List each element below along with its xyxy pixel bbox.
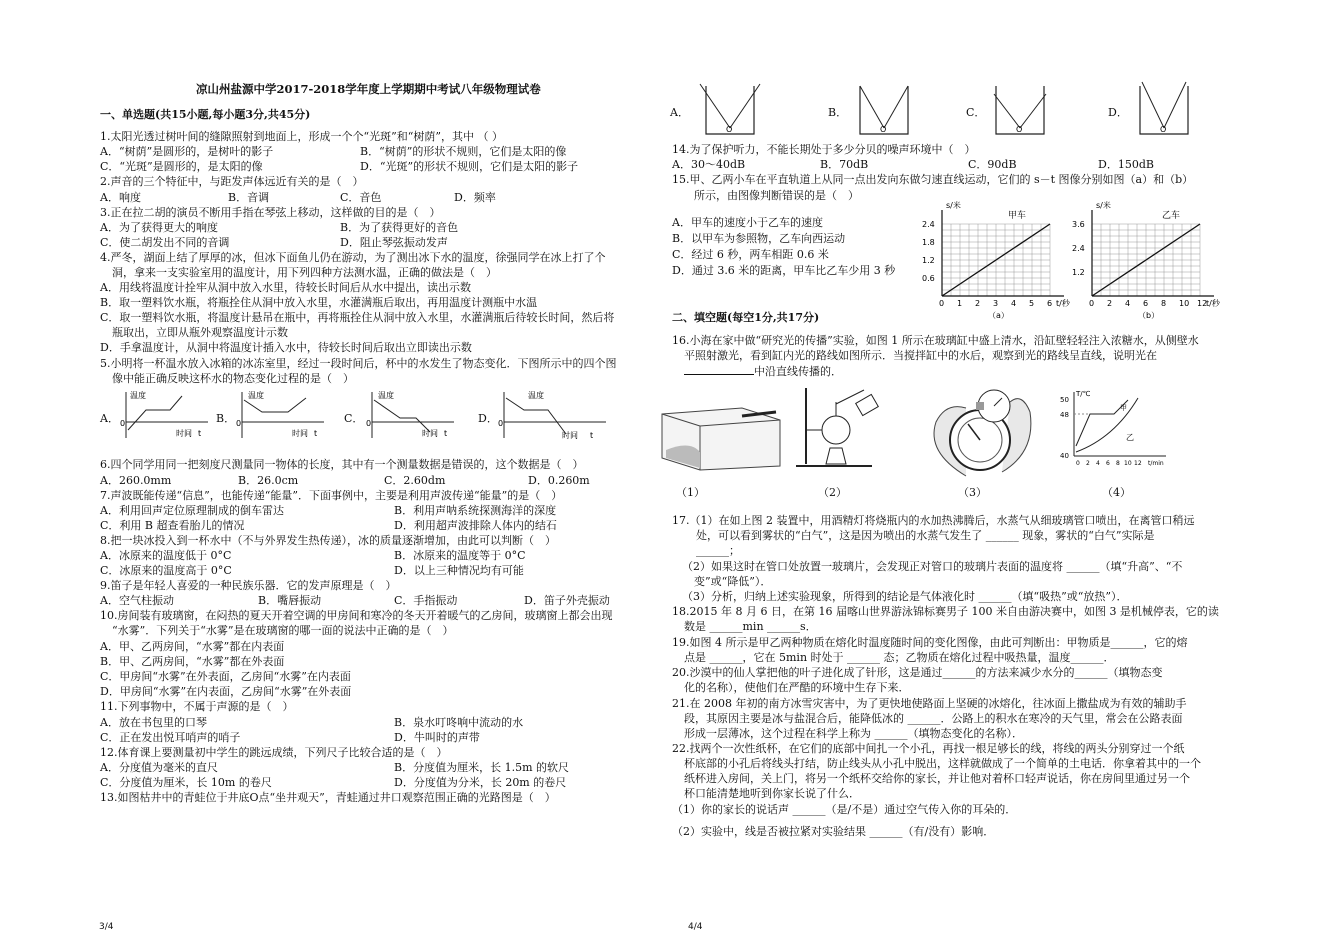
svg-text:2: 2 [1086, 460, 1090, 467]
chart-title: 乙车 [1162, 211, 1181, 221]
question-2: 2.声音的三个特征中，与距发声体远近有关的是（ ） [100, 175, 364, 188]
chart-jia-car [920, 200, 1070, 318]
q2-option-a[interactable]: A．响度 [100, 191, 141, 204]
q5-option-b-label[interactable]: B． [216, 412, 236, 425]
question-18-line2: 数是 ______min ______s． [684, 620, 817, 633]
q1-option-c[interactable]: C．“光斑”是圆形的，是太阳的像 [100, 160, 263, 173]
svg-text:t: t [198, 429, 202, 438]
svg-text:10: 10 [1124, 460, 1132, 467]
q14-option-a[interactable]: A．30～40dB [672, 158, 746, 171]
svg-text:温度: 温度 [248, 391, 264, 400]
question-11: 11.下列事物中，不属于声源的是（ ） [100, 700, 294, 713]
x-tick-label: 1 [957, 299, 963, 308]
q10-option-b[interactable]: B．甲、乙两房间，“水雾”都在外表面 [100, 655, 285, 668]
y-axis-label: s/米 [1096, 201, 1111, 210]
q9-option-b[interactable]: B．嘴唇振动 [258, 594, 322, 607]
q9-option-d[interactable]: D．笛子外壳振动 [524, 594, 610, 607]
x-tick-label: 6 [1143, 299, 1149, 308]
q11-option-a[interactable]: A．放在书包里的口琴 [100, 716, 207, 729]
question-10-line2: “水雾”．下列关于“水雾”是在玻璃窗的哪一面的说法中正确的是（ ） [112, 624, 454, 637]
chart-title: 甲车 [1008, 211, 1027, 221]
q7-option-c[interactable]: C．利用 B 超查看胎儿的情况 [100, 519, 245, 532]
q3-option-a[interactable]: A．为了获得更大的响度 [100, 221, 218, 234]
q1-option-b[interactable]: B．“树荫”的形状不规则，它们是太阳的像 [360, 145, 567, 158]
q8-option-d[interactable]: D．以上三种情况均有可能 [394, 564, 524, 577]
q2-option-c[interactable]: C．音色 [340, 191, 382, 204]
q16-answer-blank[interactable] [684, 364, 754, 375]
question-22-line2: 杯底部的小孔后将线头打结，防止线头从小孔中脱出，这样就做成了一个简单的土电话．你拿着其中的一个 [684, 757, 1201, 770]
q14-option-c[interactable]: C．90dB [968, 158, 1017, 171]
q2-option-d[interactable]: D．频率 [454, 191, 496, 204]
question-7: 7.声波既能传递“信息”，也能传递“能量”．下面事例中，主要是利用声波传递“能量”的是（ ） [100, 489, 563, 502]
question-18-line1: 18.2015 年 8 月 6 日，在第 16 届喀山世界游泳锦标赛男子 100 米自由游决赛中，如图 3 是机械停表，它的读 [672, 605, 1219, 618]
q3-option-d[interactable]: D．阻止琴弦振动发声 [340, 236, 448, 249]
q4-option-d[interactable]: D．手拿温度计，从洞中将温度计插入水中，待较长时间后取出立即读出示数 [100, 341, 472, 354]
q12-option-a[interactable]: A．分度值为毫米的直尺 [100, 761, 218, 774]
q2-option-b[interactable]: B．音调 [228, 191, 270, 204]
svg-text:0: 0 [236, 419, 242, 428]
q9-option-a[interactable]: A．空气柱振动 [100, 594, 174, 607]
x-tick-label: 5 [1029, 299, 1035, 308]
q8-option-b[interactable]: B．冰原来的温度等于 0°C [394, 549, 526, 562]
question-4-line2: 洞，拿来一支实验室用的温度计，用下列四种方法测水温，正确的做法是（ ） [112, 266, 497, 279]
q13-well-diagram-a [698, 82, 764, 138]
question-17-line2: 处，可以看到雾状的“白气”，这是因为喷出的水蒸气发生了 ______ 现象，雾状的“白气”实际是 [696, 529, 1155, 542]
svg-text:4: 4 [1096, 460, 1100, 467]
q7-option-d[interactable]: D．利用超声波排除人体内的结石 [394, 519, 557, 532]
q14-option-d[interactable]: D．150dB [1098, 158, 1154, 171]
q15-option-c[interactable]: C．经过 6 秒，两车相距 0.6 米 [672, 248, 829, 261]
question-19-line2: 点是 ______，它在 5min 时处于 ______ 态；乙物质在熔化过程中吸热量，温度______． [684, 651, 1115, 664]
q10-option-c[interactable]: C．甲房间“水雾”在外表面，乙房间“水雾”在内表面 [100, 670, 351, 683]
q5-graph-c [366, 390, 456, 442]
x-axis-label: t/秒 [1056, 299, 1070, 308]
question-15-line2: 所示，由图像判断错误的是（ ） [694, 189, 859, 202]
question-9: 9.笛子是年轻人喜爱的一种民族乐器．它的发声原理是（ ） [100, 579, 397, 592]
svg-text:t: t [590, 431, 594, 440]
x-tick-label: 6 [1047, 299, 1053, 308]
y-tick-label: 1.2 [922, 256, 935, 265]
svg-text:t/min: t/min [1148, 460, 1164, 467]
exam-title: 凉山州盐源中学2017-2018学年度上学期期中考试八年级物理试卷 [196, 82, 541, 96]
svg-text:12: 12 [1134, 460, 1142, 467]
question-22-line3: 纸杯进入房间，关上门，将另一个纸杯交给你的家长，并让他对着杯口轻声说话，你在房间里通过另一个 [684, 772, 1190, 785]
svg-text:时间: 时间 [292, 429, 308, 438]
section-title-2: 二、填空题(每空1分,共17分) [672, 311, 820, 324]
x-tick-label: 0 [1089, 299, 1095, 308]
chart-yi-car [1070, 200, 1228, 318]
svg-text:时间: 时间 [422, 429, 438, 438]
q4-option-a[interactable]: A．用线将温度计拴牢从洞中放入水里，待较长时间后从水中提出，读出示数 [100, 281, 471, 294]
question-3: 3.正在拉二胡的演员不断用手指在琴弦上移动，这样做的目的是（ ） [100, 206, 441, 219]
q7-option-a[interactable]: A．利用回声定位原理制成的倒车雷达 [100, 504, 284, 517]
x-tick-label: 0 [939, 299, 945, 308]
svg-text:0: 0 [120, 419, 126, 428]
question-17-line6: （3）分析，归纳上述实验现象，所得到的结论是气体液化时 ______（填“吸热”或“放热”）． [682, 590, 1128, 603]
page-number-right: 4/4 [688, 922, 703, 932]
svg-text:0: 0 [498, 419, 504, 428]
x-tick-label: 8 [1161, 299, 1167, 308]
q11-option-d[interactable]: D．牛叫时的声带 [394, 731, 480, 744]
y-tick-label: 1.2 [1072, 268, 1085, 277]
q5-option-d-label[interactable]: D． [478, 412, 498, 425]
figure-4-caption: （4） [1102, 486, 1131, 499]
q3-option-b[interactable]: B．为了获得更好的音色 [340, 221, 459, 234]
q6-option-d[interactable]: D．0.260m [528, 474, 590, 487]
question-21-line2: 段，其原因主要是冰与盐混合后，能降低冰的 ______．公路上的积水在寒冷的天气里，常会在公路表面 [684, 712, 1183, 725]
section-title-1: 一、单选题(共15小题,每小题3分,共45分) [100, 108, 311, 121]
question-19-line1: 19.如图 4 所示是甲乙两种物质在熔化时温度随时间的变化图像，由此可判断出：甲物质是______，它的熔 [672, 636, 1188, 649]
question-12: 12.体育课上要测量初中学生的跳远成绩，下列尺子比较合适的是（ ） [100, 746, 448, 759]
svg-text:温度: 温度 [528, 391, 544, 400]
svg-text:40: 40 [1060, 452, 1069, 460]
q5-graph-a [120, 390, 210, 442]
question-6: 6.四个同学用同一把刻度尺测量同一物体的长度，其中有一个测量数据是错误的，这个数据是（ ） [100, 458, 584, 471]
q7-option-b[interactable]: B．利用声呐系统探测海洋的深度 [394, 504, 557, 517]
q15-option-d[interactable]: D．通过 3.6 米的距离，甲车比乙车少用 3 秒 [672, 264, 896, 277]
question-22-line4: 杯口能清楚地听到你家长说了什么． [684, 787, 860, 800]
question-16-line2: 平照射激光，看到缸内光的路线如图所示．当搅拌缸中的水后，观察到光的路线呈直线，说明光在 [684, 349, 1157, 362]
svg-text:O: O [1160, 125, 1167, 134]
svg-text:乙: 乙 [1126, 433, 1134, 442]
svg-text:6: 6 [1106, 460, 1110, 467]
q4-option-b[interactable]: B．取一塑料饮水瓶，将瓶拴住从洞中放入水里，水灌满瓶后取出，再用温度计测瓶中水温 [100, 296, 538, 309]
chart-caption: （a） [988, 311, 1009, 320]
svg-text:t: t [444, 429, 448, 438]
q3-option-c[interactable]: C．使二胡发出不同的音调 [100, 236, 230, 249]
q5-option-a-label[interactable]: A． [100, 412, 119, 425]
q13-option-d-label[interactable]: D． [1108, 106, 1128, 119]
q1-option-a[interactable]: A．“树荫”是圆形的，是树叶的影子 [100, 145, 274, 158]
y-tick-label: 2.4 [1072, 244, 1085, 253]
q6-option-b[interactable]: B．26.0cm [238, 474, 299, 487]
figure-1-glass-tank [660, 400, 790, 472]
figure-2-caption: （2） [818, 486, 847, 499]
svg-text:温度: 温度 [378, 391, 394, 400]
page-number-left: 3/4 [99, 922, 114, 932]
y-axis-label: s/米 [946, 201, 961, 210]
svg-text:O: O [1016, 125, 1023, 134]
question-22-line1: 22.找两个一次性纸杯，在它们的底部中间扎一个小孔，再找一根足够长的线，将线的两头分别穿过一个纸 [672, 742, 1185, 755]
q4-option-c-line2[interactable]: 瓶取出，立即从瓶外观察温度计示数 [112, 326, 288, 339]
y-tick-label: 0.6 [922, 274, 935, 283]
question-5-line1: 5.小明将一杯温水放入冰箱的冰冻室里，经过一段时间后，杯中的水发生了物态变化．下图所示中的四个图 [100, 357, 617, 370]
q4-option-c-line1[interactable]: C．取一塑料饮水瓶，将温度计悬吊在瓶中，再将瓶拴住从洞中放入水里，水灌满瓶后待较长时间，然后将 [100, 311, 615, 324]
question-1: 1.太阳光透过树叶间的缝隙照射到地面上，形成一个个“光斑”和“树荫”，其中 （ ） [100, 130, 503, 143]
svg-text:O: O [880, 125, 887, 134]
y-tick-label: 3.6 [1072, 220, 1085, 229]
q8-option-c[interactable]: C．冰原来的温度高于 0°C [100, 564, 232, 577]
figure-3-caption: （3） [958, 486, 987, 499]
question-10-line1: 10.房间装有玻璃窗，在闷热的夏天开着空调的甲房间和寒冷的冬天开着暖气的乙房间，玻璃窗上都会出现 [100, 609, 613, 622]
q13-well-diagram-c [988, 82, 1054, 138]
question-4-line1: 4.严冬，湖面上结了厚厚的冰，但冰下面鱼儿仍在游动，为了测出冰下水的温度，徐强同学在冰上打了个 [100, 251, 606, 264]
question-21-line1: 21.在 2008 年初的南方冰雪灾害中，为了更快地使路面上坚硬的冰熔化，往冰面上撒盐成为有效的辅助手 [672, 697, 1187, 710]
x-tick-label: 3 [993, 299, 999, 308]
figure-4-melting-graph [1054, 388, 1170, 472]
chart-caption: （b） [1138, 311, 1160, 320]
question-15-line1: 15.甲、乙两小车在平直轨道上从同一点出发向东做匀速直线运动，它们的 s－t 图像分别如图（a）和（b） [672, 173, 1194, 186]
q12-option-c[interactable]: C．分度值为厘米，长 10m 的卷尺 [100, 776, 272, 789]
question-17-line5: 变”或“降低”）． [694, 575, 772, 588]
svg-text:8: 8 [1116, 460, 1120, 467]
question-20-line2: 化的名称），使他们在严酷的环境中生存下来． [684, 681, 910, 694]
q11-option-b[interactable]: B．泉水叮咚响中流动的水 [394, 716, 524, 729]
question-20-line1: 20.沙漠中的仙人掌把他的叶子进化成了针形，这是通过______的方法来减少水分的______（填物态变 [672, 666, 1163, 679]
svg-text:时间: 时间 [176, 429, 192, 438]
q9-option-c[interactable]: C．手指振动 [394, 594, 458, 607]
q14-option-b[interactable]: B．70dB [820, 158, 869, 171]
q10-option-a[interactable]: A．甲、乙两房间，“水雾”都在内表面 [100, 640, 285, 653]
x-tick-label: 2 [1107, 299, 1113, 308]
x-tick-label: 10 [1179, 299, 1190, 308]
svg-text:温度: 温度 [130, 391, 146, 400]
svg-text:50: 50 [1060, 396, 1069, 404]
question-17-line1: 17.（1）在如上图 2 装置中，用酒精灯将烧瓶内的水加热沸腾后，水蒸气从细玻璃管口喷出，在离管口稍远 [672, 514, 1195, 527]
q5-graph-d [498, 390, 608, 442]
q13-well-diagram-d [1132, 82, 1198, 138]
y-tick-label: 2.4 [922, 220, 935, 229]
figure-2-boiling-flask [792, 384, 882, 472]
svg-text:48: 48 [1060, 411, 1069, 419]
svg-text:0: 0 [1076, 460, 1080, 467]
q13-well-diagram-b [852, 82, 918, 138]
left-page [98, 0, 618, 935]
x-tick-label: 12 [1197, 299, 1208, 308]
question-16-line3: 中沿直线传播的． [684, 364, 842, 379]
x-axis-label: t/秒 [1206, 299, 1220, 308]
q5-graph-b [236, 390, 326, 442]
x-tick-label: 2 [975, 299, 981, 308]
question-17-line4: （2）如果这时在管口处放置一玻璃片，会发现正对管口的玻璃片表面的温度将 ______（填“升高”、“不 [682, 560, 1183, 573]
question-17-line3: ______； [696, 544, 740, 557]
question-22-part2: （2）实验中，线是否被拉紧对实验结果 ______（有/没有）影响． [672, 825, 995, 838]
question-16-line1: 16.小海在家中做“研究光的传播”实验，如图 1 所示在玻璃缸中盛上清水，沿缸壁轻轻注入浓糖水，从侧壁水 [672, 334, 1199, 347]
figure-1-caption: （1） [676, 486, 705, 499]
right-page [670, 0, 1230, 935]
question-8: 8.把一块冰投入到一杯水中（不与外界发生热传递），冰的质量逐渐增加，由此可以判断（ ） [100, 534, 556, 547]
question-22-part1: （1）你的家长的说话声 ______（是/不是）通过空气传入你的耳朵的． [672, 803, 1017, 816]
question-5-line2: 像中能正确反映这杯水的物态变化过程的是（ ） [112, 372, 354, 385]
q6-option-c[interactable]: C．2.60dm [384, 474, 446, 487]
q6-option-a[interactable]: A．260.0mm [100, 474, 172, 487]
x-tick-label: 4 [1011, 299, 1017, 308]
q13-option-b-label[interactable]: B． [828, 106, 848, 119]
figure-3-stopwatch [906, 372, 1046, 480]
svg-text:0: 0 [366, 419, 372, 428]
question-14: 14.为了保护听力，不能长期处于多少分贝的噪声环境中（ ） [672, 143, 976, 156]
svg-text:t: t [314, 429, 318, 438]
question-21-line3: 形成一层薄冰，这个过程在科学上称为 ______（填物态变化的名称）． [684, 727, 1023, 740]
q12-option-b[interactable]: B．分度值为厘米，长 1.5m 的软尺 [394, 761, 570, 774]
q12-option-d[interactable]: D．分度值为分米，长 20m 的卷尺 [394, 776, 567, 789]
q13-option-a-label[interactable]: A． [670, 106, 689, 119]
svg-text:甲: 甲 [1120, 404, 1127, 412]
q10-option-d[interactable]: D．甲房间“水雾”在内表面，乙房间“水雾”在外表面 [100, 685, 352, 698]
svg-text:时间: 时间 [562, 431, 578, 440]
q5-option-c-label[interactable]: C． [344, 412, 364, 425]
q1-option-d[interactable]: D．“光斑”的形状不规则，它们是太阳的影子 [360, 160, 579, 173]
q15-option-a[interactable]: A．甲车的速度小于乙车的速度 [672, 216, 823, 229]
question-13: 13.如图枯井中的青蛙位于井底O点“坐井观天”，青蛙通过井口观察范围正确的光路图是（ ） [100, 791, 556, 804]
y-tick-label: 1.8 [922, 238, 935, 247]
x-tick-label: 4 [1125, 299, 1131, 308]
q13-option-c-label[interactable]: C． [966, 106, 986, 119]
q8-option-a[interactable]: A．冰原来的温度低于 0°C [100, 549, 232, 562]
q11-option-c[interactable]: C．正在发出悦耳哨声的哨子 [100, 731, 241, 744]
svg-text:O: O [726, 125, 733, 134]
q15-option-b[interactable]: B．以甲车为参照物，乙车向西运动 [672, 232, 846, 245]
svg-text:T/℃: T/℃ [1076, 390, 1091, 398]
